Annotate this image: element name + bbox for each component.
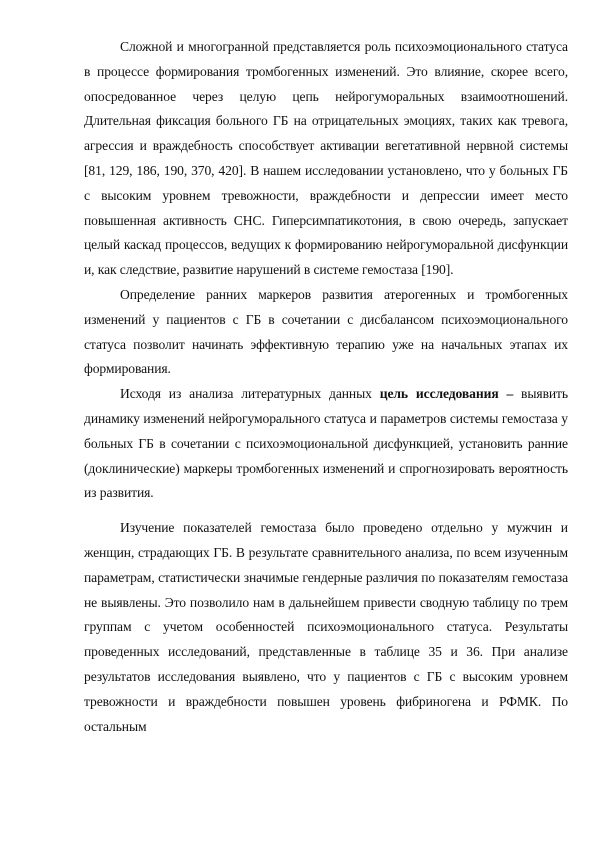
- paragraph-hemostasis-study: Изучение показателей гемостаза было проведено отдельно у мужчин и женщин, страдающих ГБ. В результате сравнительного анализа, по всем изученным параметрам, статистически значимые гендерные различия по показателям гемостаза не выявлены. Это позволило нам в дальнейшем привести сводную таблицу по трем группам с учетом особенностей психоэмоционального статуса. Результаты проведенных исследований, представленные в таблице 35 и 36. При анализе результатов исследования выявлено, что у пациентов с ГБ с высоким уровнем тревожности и враждебности повышен уровень фибриногена и РФМК. По остальным: [84, 520, 568, 734]
- research-goal-intro: Исходя из анализа литературных данных: [120, 386, 380, 402]
- research-goal-label: цель исследования –: [379, 386, 514, 402]
- paragraph-research-goal: [84, 382, 568, 506]
- research-goal-text: выявить динамику изменений нейрогуморального статуса и параметров системы гемостаза у больных ГБ в сочетании с психоэмоциональной дисфункцией, установить ранние (доклинические) маркеры тромбогенных изменений и спрогнозировать вероятность из развития.: [84, 386, 568, 501]
- document-page: [84, 35, 568, 739]
- paragraph-psychoemotional-role: Сложной и многогранной представляется роль психоэмоционального статуса в процессе формирования тромбогенных изменений. Это влияние, скорее всего, опосредованное через целую цепь нейрогуморальных взаимоотношений. Длительная фиксация больного ГБ на отрицательных эмоциях, таких как тревога, агрессия и враждебность способствует активации вегетативной нервной системы [81, 129, 186, 190, 370, 420]. В нашем исследовании установлено, что у больных ГБ с высоким уровнем тревожности, враждебности и депрессии имеет место повышенная активность СНС. Гиперсимпатикотония, в свою очередь, запускает целый каскад процессов, ведущих к формированию нейрогуморальной дисфункции и, как следствие, развитие нарушений в системе гемостаза [190].: [84, 39, 568, 278]
- paragraph-early-markers: Определение ранних маркеров развития атерогенных и тромбогенных изменений у пациентов с ГБ в сочетании с дисбалансом психоэмоционального статуса позволит начинать эффективную терапию уже на начальных этапах их формирования.: [84, 286, 568, 377]
